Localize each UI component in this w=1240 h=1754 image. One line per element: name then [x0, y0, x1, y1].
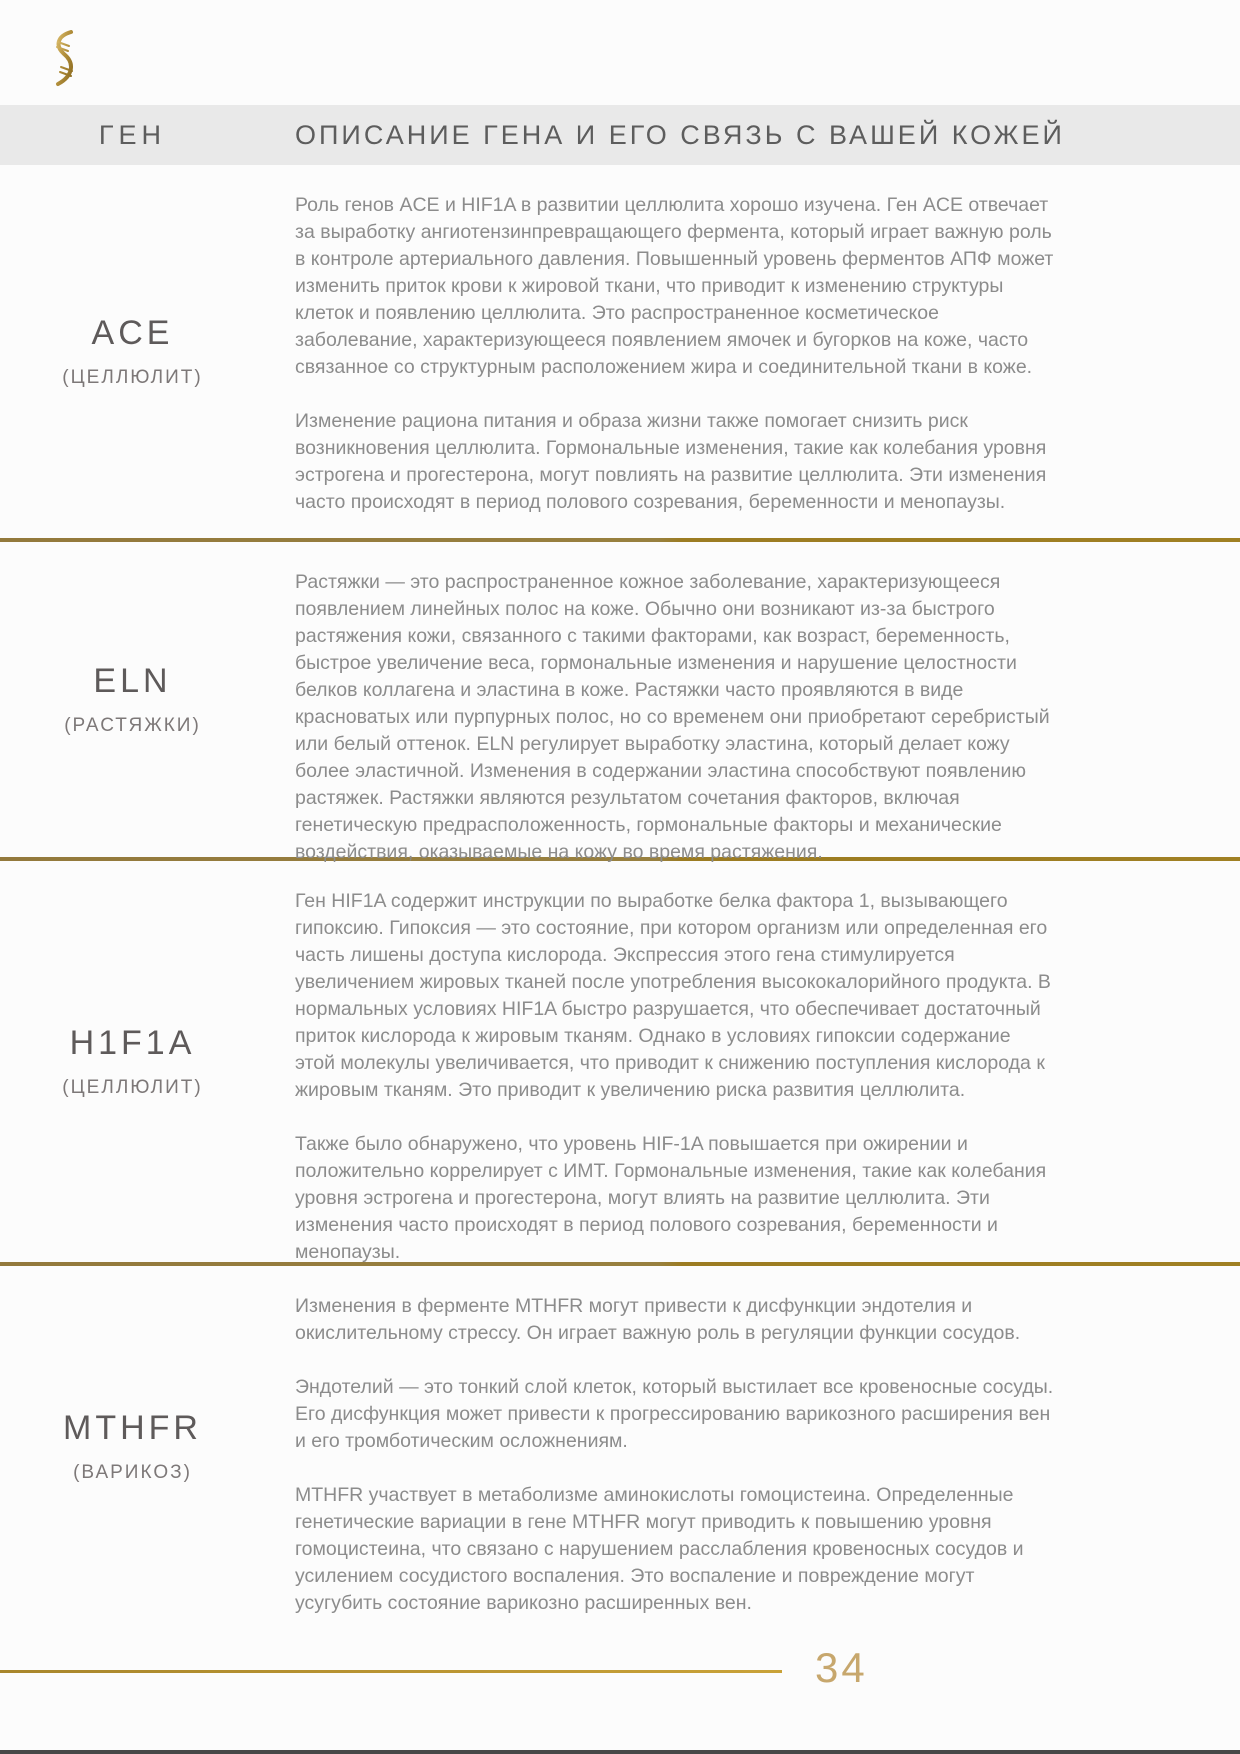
gene-description-eln [265, 542, 1055, 863]
logo-area [0, 0, 1240, 105]
paragraph: Эндотелий — это тонкий слой клеток, который выстилает все кровеносные сосуды. Его дисфункция может привести к прогрессированию варикозного расширения вен и его тромботическим осложнениям. [295, 1376, 1054, 1452]
gene-row-ace [0, 165, 1240, 538]
page-number: 34 [815, 1644, 868, 1691]
paragraph: Растяжки — это распространенное кожное заболевание, характеризующееся появлением линейных полос на коже. Обычно они возникают из-за быстрого растяжения кожи, связанного с такими факторами, как возраст, беременность, быстрое увеличение веса, гормональные изменения и нарушение целостности белков коллагена и эластина в коже. Растяжки часто проявляются в виде красноватых или пурпурных полос, но со временем они приобретают серебристый или белый оттенок. ELN регулирует выработку эластина, который делает кожу более эластичной. Изменения в содержании эластина способствуют появлению растяжек. Растяжки являются результатом сочетания факторов, включая генетическую предрасположенность, гормональные факторы и механические воздействия, оказываемые на кожу во время растяжения. [295, 571, 1050, 863]
dna-helix-icon [49, 30, 79, 88]
gene-subtitle: (ЦЕЛЛЮЛИТ) [62, 367, 203, 388]
gene-description-ace [265, 165, 1055, 538]
gene-subtitle: (ВАРИКОЗ) [73, 1461, 192, 1483]
gene-name: MTHFR [63, 1408, 202, 1447]
paragraph: Ген HIF1A содержит инструкции по выработке белка фактора 1, вызывающего гипоксию. Гипоксия — это состояние, при котором организм или определенная его часть лишены доступа кислорода. Экспрессия этого гена стимулируется увеличением жировых тканей после употребления высококалорийного продукта. В нормальных условиях HIF1A быстро разрушается, что обеспечивает достаточный приток кислорода к жировым тканям. Однако в условиях гипоксии содержание этой молекулы увеличивается, что приводит к снижению поступления кислорода к жировым тканям. Это приводит к увеличению риска развития целлюлита. [295, 890, 1051, 1101]
header-description-column: ОПИСАНИЕ ГЕНА И ЕГО СВЯЗЬ С ВАШЕЙ КОЖЕЙ [295, 119, 1065, 150]
gene-row-h1f1a [0, 861, 1240, 1262]
gene-description-h1f1a [265, 861, 1055, 1262]
header-gene-column: ГЕН [98, 119, 167, 150]
gene-subtitle: (РАСТЯЖКИ) [64, 715, 201, 736]
gene-name: ACE [91, 314, 174, 352]
gene-name: H1F1A [69, 1024, 196, 1062]
gene-label-h1f1a [0, 861, 265, 1262]
gene-name: ELN [93, 662, 172, 700]
paragraph: Изменения в ферменте MTHFR могут привести к дисфункции эндотелия и окислительному стрессу. Он играет важную роль в регуляции функции сосудов. [295, 1295, 1021, 1344]
paragraph: Также было обнаружено, что уровень HIF-1A повышается при ожирении и положительно коррелирует с ИМТ. Гормональные изменения, такие как колебания уровня эстрогена и прогестерона, могут влиять на развитие целлюлита. Эти изменения часто происходят в период полового созревания, беременности и менопаузы. [295, 1133, 1047, 1263]
gene-label-ace [0, 165, 265, 538]
gene-description-mthfr [265, 1266, 1055, 1626]
footer-gold-line [0, 1670, 782, 1673]
paragraph: Изменение рациона питания и образа жизни также помогает снизить риск возникновения целлюлита. Гормональные изменения, такие как колебания уровня эстрогена и прогестерона, могут повлиять на развитие целлюлита. Эти изменения часто происходят в период полового созревания, беременности и менопаузы. [295, 410, 1047, 513]
gene-row-mthfr [0, 1266, 1240, 1626]
paragraph: MTHFR участвует в метаболизме аминокислоты гомоцистеина. Определенные генетические вариации в гене MTHFR могут приводить к повышению уровня гомоцистеина, что связано с нарушением расслабления кровеносных сосудов и усилением сосудистого воспаления. Это воспаление и повреждение могут усугубить состояние варикозно расширенных вен. [295, 1484, 1024, 1614]
gene-label-mthfr [0, 1266, 265, 1626]
page-footer [0, 1626, 1240, 1754]
gene-subtitle: (ЦЕЛЛЮЛИТ) [62, 1077, 203, 1098]
gene-row-eln [0, 542, 1240, 863]
table-header [0, 105, 1240, 165]
paragraph: Роль генов ACE и HIF1A в развитии целлюлита хорошо изучена. Ген ACE отвечает за выработку ангиотензинпревращающего фермента, который играет важную роль в контроле артериального давления. Повышенный уровень ферментов АПФ может изменить приток крови к жировой ткани, что приводит к изменению структуры клеток и появлению целлюлита. Это распространенное косметическое заболевание, характеризующееся появлением ямочек и бугорков на коже, часто связанное со структурным расположением жира и соединительной ткани в коже. [295, 194, 1054, 378]
page-bottom-edge [0, 1750, 1240, 1754]
gene-label-eln [0, 542, 265, 857]
